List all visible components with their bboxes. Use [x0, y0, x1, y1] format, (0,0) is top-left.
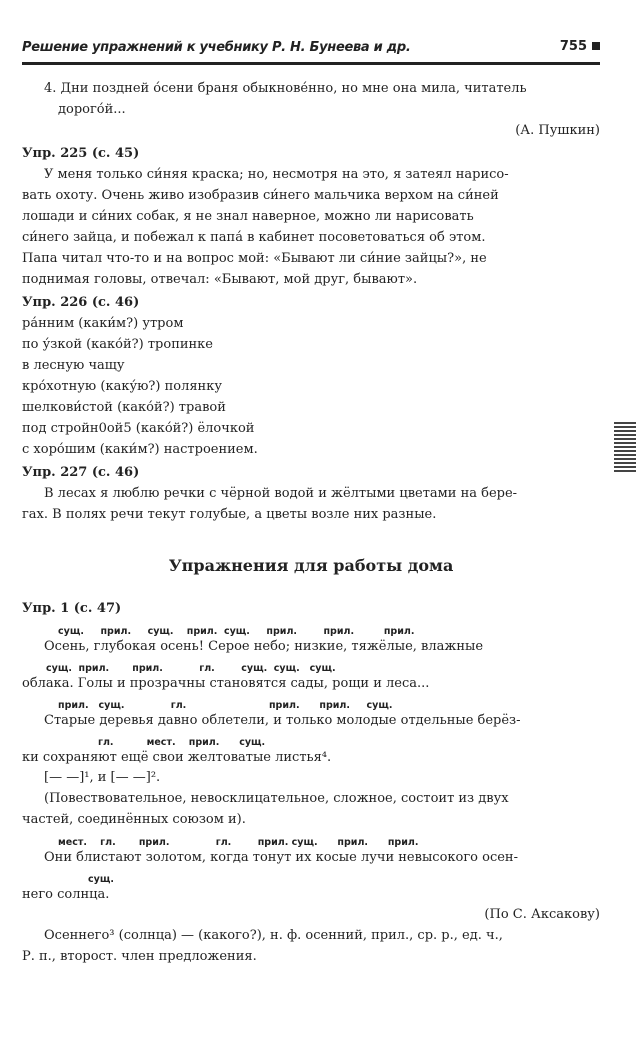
- author-attribution: (По С. Аксакову): [484, 907, 600, 922]
- sentence-line: Они блистают золотом, когда тонут их косые лучи невысокого осен-: [44, 850, 518, 865]
- sentence-line: Осень, глубокая осень! Серое небо; низкие, тяжёлые, влажные: [44, 639, 484, 654]
- exercise-title: Упр. 1 (с. 47): [22, 601, 122, 616]
- page-number: 755: [560, 39, 600, 54]
- header-title: Решение упражнений к учебнику Р. Н. Бунеева и др.: [22, 40, 411, 55]
- section-title: Упражнения для работы дома: [168, 556, 454, 575]
- running-header: [22, 36, 600, 65]
- exercise-title: Упр. 225 (с. 45): [22, 146, 140, 161]
- list-item: шелкови́стой (како́й?) травой: [22, 400, 226, 415]
- pos-label-row: сущ. прил. сущ. прил. сущ. прил. прил. прил.: [58, 626, 415, 637]
- exercise-226: [22, 292, 600, 460]
- text-line: (Повествовательное, невосклицательное, сложное, состоит из двух: [44, 791, 509, 806]
- page-content: [22, 78, 600, 967]
- text-line: В лесах я люблю речки с чёрной водой и жёлтыми цветами на бере-: [44, 486, 518, 501]
- pos-label-row: гл. мест. прил. сущ.: [98, 737, 266, 748]
- text-line: си́него зайца, и побежал к папа́ в кабинет посоветоваться об этом.: [22, 230, 486, 245]
- text-line: У меня только си́няя краска; но, несмотря на это, я затеял нарисо-: [44, 167, 509, 182]
- exercise-title: Упр. 227 (с. 46): [22, 465, 140, 480]
- list-item: ра́нним (каки́м?) утром: [22, 316, 184, 331]
- author-attribution: (А. Пушкин): [515, 123, 600, 138]
- pos-label-row: сущ. прил. прил. гл. сущ. сущ. сущ.: [46, 663, 336, 674]
- exercise-225: [22, 143, 600, 290]
- text-line: гах. В полях речи текут голубые, а цветы возле них разные.: [22, 507, 437, 522]
- list-item: в лесную чащу: [22, 358, 125, 373]
- text-line: Папа читал что-то и на вопрос мой: «Бывают ли си́ние зайцы?», не: [22, 251, 487, 266]
- text-line: вать охоту. Очень живо изобразив си́него мальчика верхом на си́ней: [22, 188, 499, 203]
- sentence-line: облака. Голы и прозрачны становятся сады, рощи и леса...: [22, 676, 430, 691]
- text-line: Осеннего³ (солнца) — (какого?), н. ф. осенний, прил., ср. р., ед. ч.,: [44, 928, 503, 943]
- text-line: лошади и си́них собак, я не знал наверное, можно ли нарисовать: [22, 209, 474, 224]
- sentence-line: него солнца.: [22, 887, 110, 902]
- text-line: 4. Дни поздней о́сени браня обыкнове́нно, но мне она мила, читатель: [44, 81, 527, 96]
- text-line: частей, соединённых союзом и).: [22, 812, 246, 827]
- pos-label-row: прил. сущ. гл. прил. прил. сущ.: [58, 700, 393, 711]
- pos-label-row: сущ.: [88, 874, 114, 885]
- square-marker-icon: [592, 42, 600, 50]
- exercise-227: [22, 462, 600, 525]
- exercise-1: [22, 598, 600, 967]
- exercise-224-end: [22, 78, 600, 141]
- sentence-line: ки сохраняют ещё свои желтоватые листья⁴.: [22, 750, 332, 765]
- sentence-scheme: [— —]¹, и [— —]².: [44, 770, 161, 785]
- text-line: поднимая головы, отвечал: «Бывают, мой друг, бывают».: [22, 272, 418, 287]
- list-item: кро́хотную (каку́ю?) полянку: [22, 379, 222, 394]
- exercise-title: Упр. 226 (с. 46): [22, 295, 140, 310]
- text-line: Р. п., второст. член предложения.: [22, 949, 257, 964]
- list-item: под стройн0ой5 (како́й?) ёлочкой: [22, 421, 255, 436]
- chapter-tab-marker: [614, 422, 636, 474]
- list-item: с хоро́шим (каки́м?) настроением.: [22, 442, 258, 457]
- pos-label-row: мест. гл. прил. гл. прил. сущ. прил. прил.: [58, 837, 419, 848]
- text-line: дорого́й...: [58, 102, 126, 117]
- list-item: по у́зкой (како́й?) тропинке: [22, 337, 214, 352]
- sentence-line: Старые деревья давно облетели, и только молодые отдельные берёз-: [44, 713, 521, 728]
